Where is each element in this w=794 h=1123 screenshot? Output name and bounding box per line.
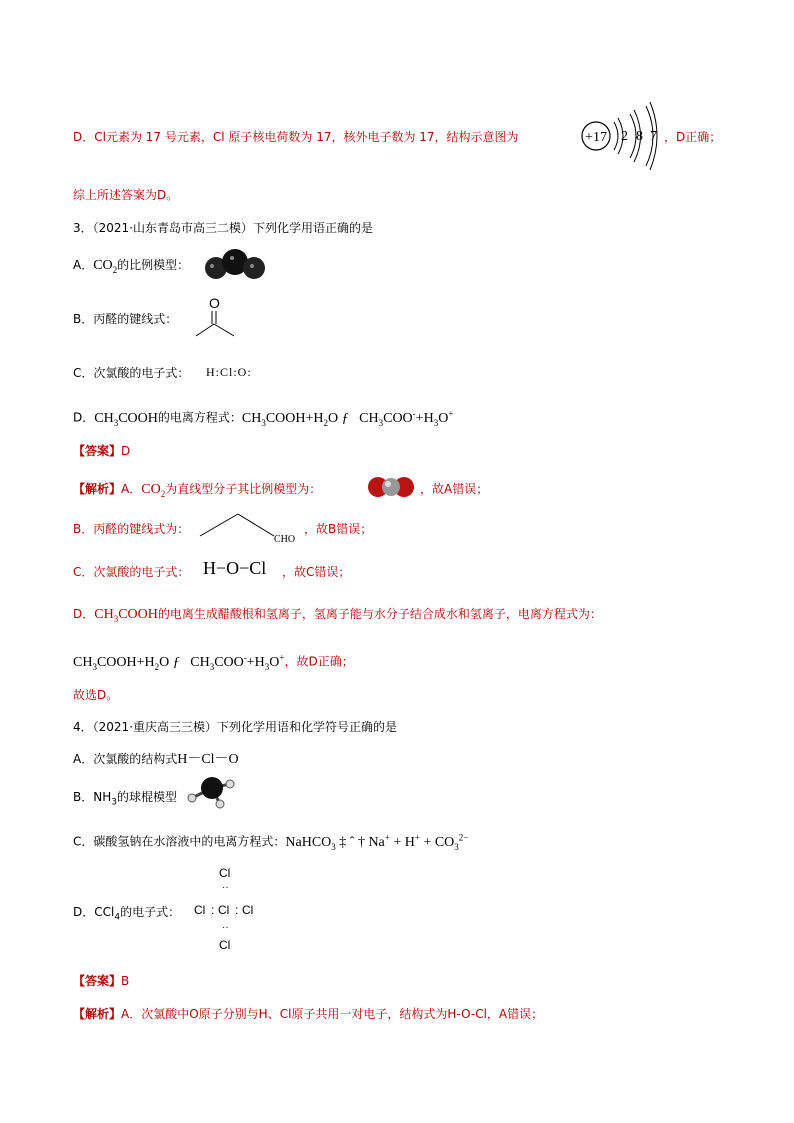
q4-option-c (73, 828, 468, 855)
co2-space-filling-model-wrong (202, 248, 268, 282)
exp-b-pre: B．丙醛的键线式为： (73, 522, 190, 536)
line-d-suffix-text: ，D正确； (664, 130, 722, 144)
q3-option-d (73, 404, 453, 431)
co2-space-filling-model-correct (366, 474, 416, 500)
answer-value: D (121, 444, 131, 458)
line-d-suffix (664, 128, 721, 146)
atom-structure-diagram (574, 100, 664, 172)
q3-analysis-c-suffix: ，故C错误； (282, 565, 351, 579)
line-d-prefix: D．Cl元素为 17 号元素，Cl 原子核电荷数为 17，核外电子数为 17，结构示意图为 (73, 130, 519, 144)
colon-left: : (211, 903, 215, 917)
q3-analysis-a (73, 480, 321, 503)
q3-a-text: 的比例模型： (117, 258, 190, 272)
exp-d-mid: 的电离生成醋酸根和氢离子，氢离子能与水分子结合成水和氢离子，电离方程式为： (157, 607, 602, 621)
q4-d-pre: D．CCl (73, 905, 115, 919)
exp-d-post: ，故D正确； (284, 654, 354, 669)
q4-c-text: C．碳酸氢钠在水溶液中的电离方程式： (73, 834, 286, 849)
answer-tag-q4: 【答案】 (73, 974, 122, 988)
q4-d-sub: 4 (114, 912, 121, 923)
acetic-acid-formula-exp: $CH_3COOH$ (94, 607, 158, 624)
q4-analysis-a (73, 1005, 543, 1023)
ccl4-electron-formula (194, 866, 264, 956)
shell-1: 2 (621, 129, 628, 144)
exp-a-mid: 为直线型分子其比例模型为： (165, 482, 322, 496)
exp-a-pre: A． (121, 482, 142, 496)
answer-tag: 【答案】 (73, 444, 122, 458)
q3-analysis-a-suffix: ，故A错误； (420, 482, 489, 496)
hclo-electron-formula-correct (203, 558, 266, 579)
nahco3-equation: NaHCO$_3$ ‡ ˆ † $Na^+ + H^+ + CO_3^{2-}$ (285, 832, 469, 852)
hclo-formula-text: H−O−Cl (203, 558, 267, 578)
cl-bottom: Cl (219, 938, 231, 952)
ionization-equation-exp: $CH_3COOH+H_2O$ ƒ $CH_3COO^-+H_3O^+$ (73, 652, 285, 672)
shell-3: 7 (650, 129, 657, 144)
propanal-skeletal-structure (198, 508, 302, 546)
q4-a-formula: H－Cl－O (177, 752, 239, 767)
q3-analysis-d-equation (73, 648, 354, 675)
q4-d-post: 的电子式： (120, 905, 181, 919)
answer-value-q4: B (121, 974, 130, 988)
summary-1: 综上所述答案为D。 (73, 188, 179, 202)
dots-bottom: ·· (222, 922, 229, 933)
q4-b-pre: B．NH (73, 790, 112, 804)
q3-analysis-b-suffix: ，故B错误； (304, 522, 373, 536)
q4-option-d (73, 903, 180, 926)
q3-title: 3．（2021·山东青岛市高三二模）下列化学用语正确的是 (73, 221, 373, 235)
colon-right: : (235, 903, 239, 917)
exp-d-pre: D． (73, 607, 95, 621)
co2-formula: $CO_2$ (93, 258, 118, 275)
nh3-ball-and-stick-model (186, 774, 238, 810)
q3-analysis-b (73, 520, 189, 538)
q4-a-text: A．次氯酸的结构式 (73, 752, 178, 766)
q4-title: 4．（2021·重庆高三三模）下列化学用语和化学符号正确的是 (73, 720, 397, 734)
q3-answer (73, 442, 130, 460)
hclo-electron-formula-wrong: H:Cl:O: (206, 365, 252, 379)
q4-option-b (73, 788, 177, 811)
cl-center: Cl (218, 903, 230, 917)
q4-b-sub: 3 (111, 797, 117, 808)
analysis-tag-q4: 【解析】 (73, 1007, 122, 1021)
exp-c-pre: C．次氯酸的电子式： (73, 565, 190, 579)
cl-top: Cl (219, 866, 231, 880)
q4-b-post: 的球棍模型 (116, 790, 177, 804)
analysis-tag: 【解析】 (73, 482, 122, 496)
q3-option-a (73, 256, 189, 279)
q4-exp-a: A．次氯酸中O原子分别与H、Cl原子共用一对电子，结构式为H-O-Cl，A错误； (121, 1007, 544, 1021)
ionization-equation: $CH_3COOH+H_2O$ ƒ $CH_3COO^-+H_3O^+$ (241, 408, 454, 428)
dots-top: ·· (222, 882, 229, 893)
q3-option-b (73, 310, 177, 328)
q3-d-text: 的电离方程式： (157, 410, 242, 425)
q3-b-text: B．丙醛的键线式： (73, 312, 178, 326)
shell-2: 8 (636, 129, 643, 144)
q4-answer (73, 972, 129, 990)
q3-a-label: A． (73, 258, 94, 272)
acetic-acid-formula: $CH_3COOH$ (94, 410, 158, 428)
nucleus-charge: +17 (585, 130, 607, 145)
q3-conclusion: 故选D。 (73, 688, 119, 702)
q4-option-a (73, 750, 239, 769)
q3-analysis-d (73, 605, 602, 628)
line-d-structure (73, 128, 519, 146)
cl-left: Cl (194, 903, 206, 917)
cho-label: CHO (274, 534, 296, 545)
q3-d-label: D． (73, 410, 95, 425)
co2-formula-exp: $CO_2$ (141, 482, 166, 499)
acetone-skeletal-structure (188, 294, 244, 340)
q3-analysis-c (73, 563, 189, 581)
q3-c-text: C．次氯酸的电子式： (73, 366, 190, 380)
oxygen-label: O (209, 295, 220, 311)
q3-option-c (73, 364, 189, 382)
cl-right: Cl (242, 903, 254, 917)
